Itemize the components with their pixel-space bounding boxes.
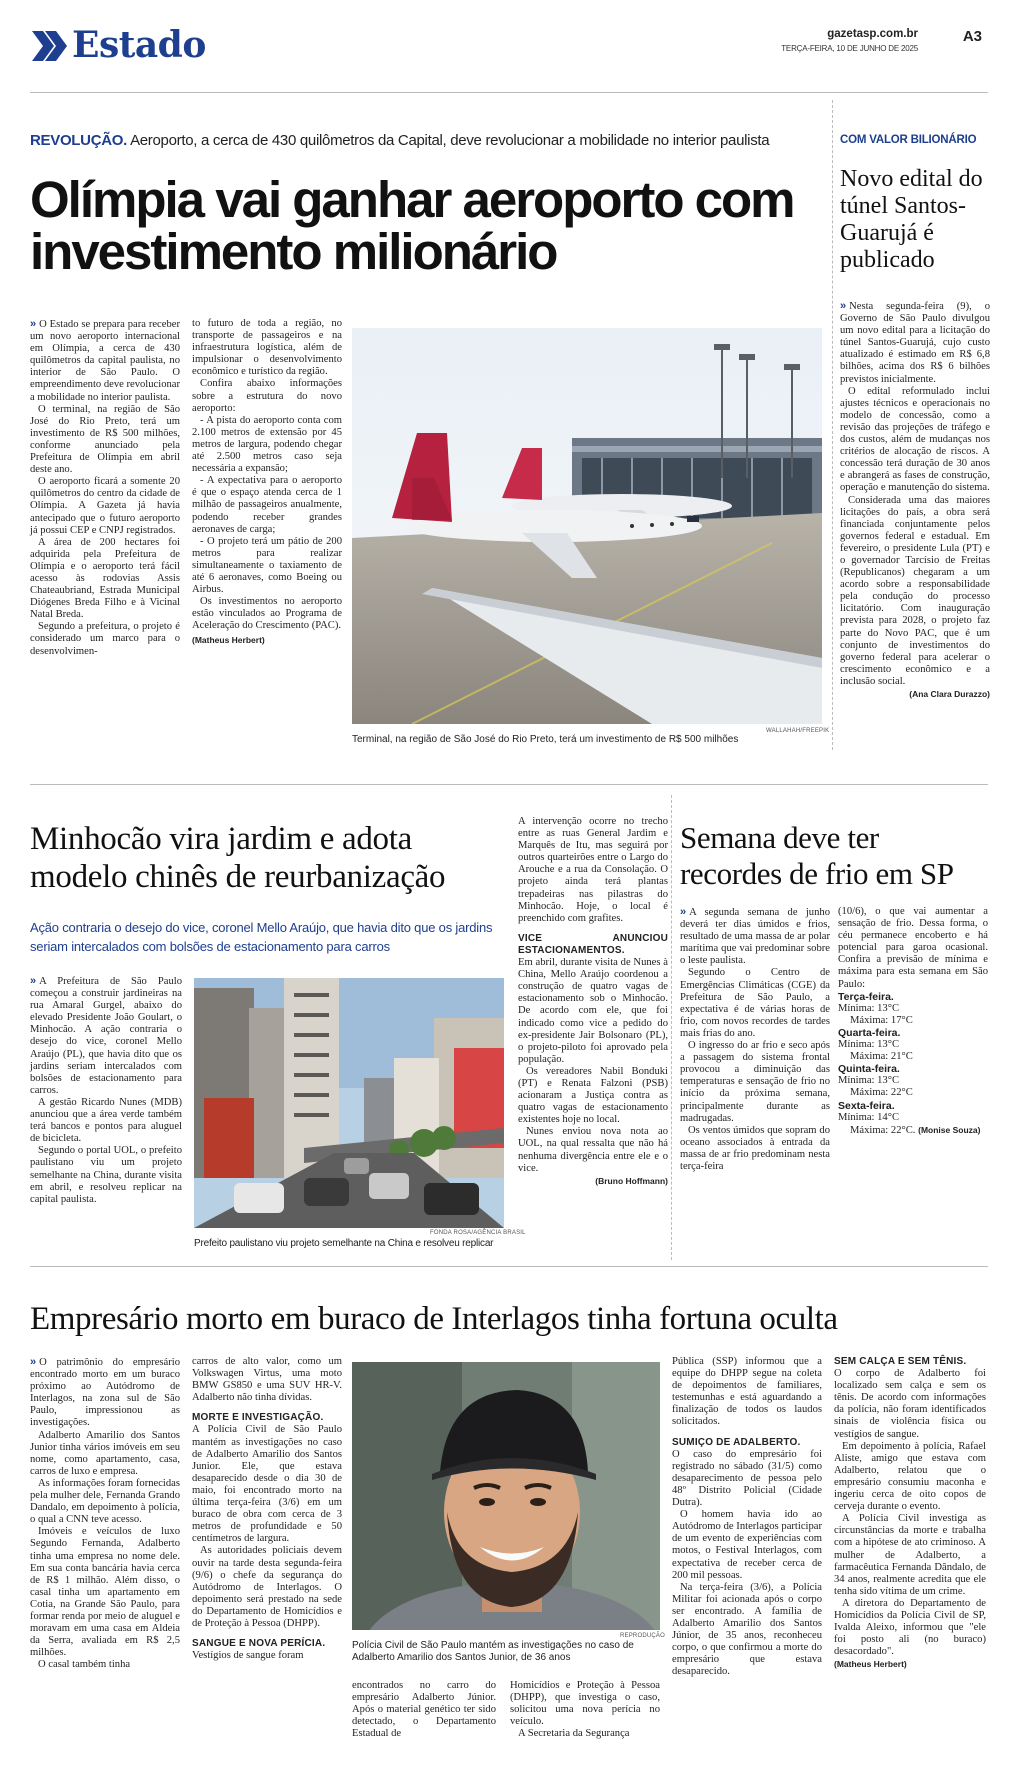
empresario-subhead: SANGUE E NOVA PERÍCIA. — [192, 1638, 326, 1650]
minhocao-column-3 — [518, 816, 668, 1188]
forecast-day: Sexta-feira. — [838, 1099, 895, 1112]
empresario-paragraph: Adalberto Amarilio dos Santos Junior tinha vários imóveis em seu nome, como apartamento, casa, carros de luxo e empresa. — [30, 1429, 180, 1477]
chevron-icon: » — [30, 1356, 37, 1368]
airport-photo-caption: Terminal, na região de São José do Rio Preto, terá um investimento de R$ 500 milhões — [352, 734, 739, 745]
lead-author: (Matheus Herbert) — [192, 635, 265, 646]
airport-photo-credit: WALLAHAH/FREEPIK — [766, 728, 830, 734]
section-header — [30, 24, 990, 68]
section-rule-2 — [30, 1266, 988, 1267]
forecast-day: Terça-feira. — [838, 990, 894, 1003]
lead-kicker — [30, 132, 830, 149]
sidebar-paragraph: » Nesta segunda-feira (9), o Governo de São Paulo divulgou um novo edital para a licitação do túnel Santos-Guarujá, cujo custo atualizado é estimado em R$ 6,8 bilhões, acima dos R$ 6 bilhões previstos inicialmente. — [840, 300, 990, 385]
empresario-subhead: SEM CALÇA E SEM TÊNIS. — [834, 1356, 967, 1367]
minhocao-subhead: VICE ANUNCIOU ESTACIONAMENTOS. — [518, 932, 668, 956]
empresario-paragraph: O casal também tinha — [38, 1659, 131, 1671]
empresario-paragraph: As informações foram fornecidas pela mulher dele, Fernanda Grando Dandalo, em depoimento à polícia, o qual a CNN teve acesso. — [30, 1477, 180, 1526]
empresario-subhead: SUMIÇO DE ADALBERTO. — [672, 1436, 801, 1448]
lead-paragraph: to futuro de toda a região, no transporte de passageiros e na infraestrutura logística, além de impulsionar o desenvolvimento econômico e turístico da região. — [192, 318, 342, 378]
lead-paragraph: A área de 200 hectares foi adquirida pela Prefeitura de Olímpia e o aeroporto terá fácil acesso às rodovias Assis Chateaubriand, Estrada Municipal Diógenes Breda Filho e à Vicinal Natal Breda. — [30, 536, 180, 621]
empresario-paragraph: Vestígios de sangue foram — [192, 1650, 304, 1662]
minhocao-paragraph: » A Prefeitura de São Paulo começou a construir jardineiras na rua Amaral Gurgel, abaixo do elevado Presidente João Goulart, o Minhocão. A ação contraria o desejo do vice, coronel Mello Araújo (PL), que havia dito que os jardins seriam intercalados com bolsões de estacionamento para carros. — [30, 975, 182, 1096]
minhocao-photo-credit: FONDA ROSA/AGÊNCIA BRASIL — [430, 1230, 526, 1236]
minhocao-paragraph: Segundo o portal UOL, o prefeito paulistano viu um projeto semelhante na China, durante visita em abril, e resolveu replicar na capital paulista. — [30, 1145, 182, 1205]
empresario-paragraph: A Polícia Civil de São Paulo mantém as investigações no caso de Adalberto Amarilio dos Santos Junior. Ele, que estava desaparecido desde o dia 30 de maio, foi encontrado morto na última terça-feira (3/6) em um buraco de obra com cerca de 3 metros de profundidade e 50 centímetros de largura. — [192, 1424, 342, 1545]
sidebar-headline: Novo edital do túnel Santos-Guarujá é publicado — [840, 166, 983, 273]
empresario-paragraph: O corpo de Adalberto foi localizado sem calça e sem os tênis. De acordo com informações da polícia, não foram identificados sinais de violência física ou vestígios de sangue. — [834, 1368, 986, 1440]
chevron-icon: » — [840, 300, 847, 312]
chevron-icon: » — [680, 906, 687, 918]
empresario-paragraph: Pública (SSP) informou que a equipe do DHPP segue na coleta de depoimentos de familiares, testemunhas e está aguardando a finalização de todos os laudos solicitados. — [672, 1356, 822, 1428]
minhocao-paragraph: Nunes enviou nova nota ao UOL, na qual ressalta que não há nenhuma divergência entre ele e o vice. — [518, 1126, 668, 1174]
chevron-icon: » — [30, 975, 37, 987]
empresario-paragraph: Imóveis e veículos de luxo Segundo Fernanda, Adalberto tinha uma empresa no nome dele. Em sua conta bancária havia cerca de R$ 1 milhão. Além disso, o casal tinha um apartamento em Cotia, na Grande São Paulo, para formar renda por meio de aluguel e moravam em uma casa em Aldeia da Serra, avaliada em R$ 2,5 milhões. — [30, 1526, 180, 1659]
header-rule — [30, 92, 988, 93]
frio-paragraph: » A segunda semana de junho deverá ter dias úmidos e frios, resultado de uma massa de ar polar marítima que vai predominar sobre o leste paulista. — [680, 906, 830, 967]
minhocao-paragraph: A intervenção ocorre no trecho entre as ruas General Jardim e Marquês de Itu, mas seguirá por outros quarteirões entre o Largo do Arouche e a rua da Consolação. O projeto ainda terá plantas trepadeiras nas pilastras do Minhocão. Hoje, o local é preenchido com grafites. — [518, 816, 668, 924]
lead-paragraph: Os investimentos no aeroporto estão vinculados ao Programa de Aceleração do Crescimento (PAC). — [192, 596, 342, 632]
minhocao-photo-caption: Prefeito paulistano viu projeto semelhante na China e resolveu replicar — [194, 1238, 494, 1249]
frio-author: (Monise Souza) — [918, 1124, 981, 1135]
frio-divider — [671, 795, 672, 1260]
frio-column-2 — [838, 906, 988, 1137]
lead-paragraph: O terminal, na região de São José do Rio Preto, terá um investimento de R$ 500 milhões, conforme anunciado pela Prefeitura de Olímpia em abril deste ano. — [30, 403, 180, 476]
sidebar-paragraph: O edital reformulado inclui ajustes técnicos e operacionais no modelo de concessão, como a revisão das projeções de tráfego e dos custos, além de mudanças nos critérios de alocação de riscos. A concessão terá duração de 30 anos e abrangerá as fases de construção, operação e manutenção do sistema. — [840, 385, 990, 494]
minhocao-illustration — [194, 978, 504, 1228]
empresario-paragraph: carros de alto valor, como um Volkswagen Virtus, uma moto BMW GS850 e uma SUV HR-V. Adalberto não tinha dívidas. — [192, 1356, 342, 1404]
lead-paragraph: - O projeto terá um pátio de 200 metros para realizar simultaneamente o taxiamento de até 6 aeronaves, como Boeing ou Airbus. — [192, 535, 342, 596]
empresario-paragraph: As autoridades policiais devem ouvir na tarde desta segunda-feira (9/6) o chefe da segurança do Autódromo de Interlagos. O depoimento será prestado na sede do Departamento de Homicídios e de Proteção à Pessoa (DHPP). — [192, 1545, 342, 1629]
empresario-column-2 — [192, 1356, 342, 1662]
frio-column-1 — [680, 906, 830, 1173]
minhocao-paragraph: Em abril, durante visita de Nunes à China, Mello Araújo coordenou a construção de quatro vagas de estacionamento sob o Minhocão. De acordo com ele, que foi indicado como vice a pedido do ex-presidente Jair Bolsonaro (PL), o projeto-piloto foi aprovado pela população. — [518, 957, 668, 1065]
lead-kicker-text: Aeroporto, a cerca de 430 quilômetros da Capital, deve revolucionar a mobilidade no interior paulista — [130, 132, 770, 149]
lead-paragraph: - A pista do aeroporto conta com 2.100 metros de extensão por 45 metros de largura, podendo chegar até 2.500 metros caso seja necessária a expansão; — [192, 414, 342, 475]
forecast-min: Mínima: 14°C — [838, 1111, 900, 1123]
forecast-min: Mínima: 13°C — [838, 1039, 900, 1051]
empresario-author: (Matheus Herbert) — [834, 1659, 907, 1670]
forecast-min: Mínima: 13°C — [838, 1075, 900, 1087]
empresario-paragraph: O homem havia ido ao Autódromo de Interlagos participar de um evento de experiências com motos, o Festival Interlagos, com expectativa de receber cerca de 200 mil pessoas. — [672, 1509, 822, 1581]
empresario-paragraph: » O patrimônio do empresário encontrado morto em um buraco próximo ao Autódromo de Interlagos, na zona sul de São Paulo, impressionou as investigações. — [30, 1356, 180, 1429]
forecast-max: Máxima: 22°C — [850, 1087, 913, 1099]
empresario-paragraph: A diretora do Departamento de Homicídios da Polícia Civil de SP, Ivalda Aleixo, informou que "ele foi posto ali (no buraco) desacordado". — [834, 1597, 986, 1658]
section-title: Estado — [72, 24, 206, 66]
lead-column-1 — [30, 318, 180, 658]
empresario-column-3 — [352, 1680, 496, 1740]
empresario-photo-credit: REPRODUÇÃO — [620, 1633, 666, 1639]
minhocao-column-1 — [30, 975, 182, 1206]
frio-paragraph: O ingresso do ar frio e seco após a passagem do sistema frontal provocou a diminuição das temperaturas e sensação de frio no início da próxima semana, principalmente durante as madrugadas. — [680, 1040, 830, 1124]
forecast-day: Quinta-feira. — [838, 1063, 900, 1076]
empresario-subhead: MORTE E INVESTIGAÇÃO. — [192, 1412, 324, 1424]
frio-paragraph: (10/6), o que vai aumentar a sensação de frio. Dessa forma, o céu permanece encoberto e há potencial para garoa ocasional. Confira a previsão de mínima e máxima para esta semana em São Paulo: — [838, 906, 988, 990]
empresario-column-5 — [672, 1356, 822, 1678]
empresario-column-4 — [510, 1680, 660, 1740]
forecast-min: Mínima: 13°C — [838, 1002, 900, 1014]
minhocao-headline: Minhocão vira jardim e adota modelo chinês de reurbanização — [30, 821, 446, 895]
minhocao-paragraph: Os vereadores Nabil Bonduki (PT) e Renata Falzoni (PSB) acionaram a Justiça contra as quatro vagas de estacionamento existentes hoje no local. — [518, 1065, 668, 1126]
empresario-photo-caption: Polícia Civil de São Paulo mantém as investigações no caso de Adalberto Amarilio dos Santos Junior, de 36 anos — [352, 1640, 634, 1663]
empresario-paragraph: Em depoimento à polícia, Rafael Aliste, amigo que estava com Adalberto, relatou que o empresário consumiu maconha e ingeriu cerca de oito copos de cerveja durante o evento. — [834, 1440, 986, 1513]
site-url: gazetasp.com.br — [827, 28, 918, 40]
sidebar-paragraph: Considerada uma das maiores licitações do país, a obra será financiada conjuntamente pelos governos federal e estadual. Em fevereiro, o presidente Lula (PT) e o governador Tarcísio de Freitas (Republicanos) chegaram a um acordo sobre a responsabilidade pela condução do processo licitatório. Com inauguração prevista para 2028, o projeto faz parte do Novo PAC, que é um conjunto de investimentos do governo federal para acelerar o crescimento econômico e a inclusão social. — [840, 494, 990, 687]
frio-headline: Semana deve ter recordes de frio em SP — [680, 820, 954, 891]
sidebar-kicker: COM VALOR BILIONÁRIO — [840, 134, 977, 146]
lead-kicker-label: REVOLUÇÃO. — [30, 132, 128, 149]
minhocao-author: (Bruno Hoffmann) — [595, 1175, 668, 1186]
lead-paragraph: - A expectativa para o aeroporto é que o espaço atenda cerca de 1 milhão de passageiros anualmente, podendo receber grandes aeronaves de carga; — [192, 475, 342, 535]
forecast-max: Máxima: 17°C — [850, 1014, 913, 1026]
empresario-column-1 — [30, 1356, 180, 1671]
lead-paragraph: Segundo a prefeitura, o projeto é considerado um marco para o desenvolvimen- — [30, 621, 180, 657]
minhocao-subtitle: Ação contraria o desejo do vice, coronel Mello Araújo, que havia dito que os jardins seriam intercalados com bolsões de estacionamento para carros — [30, 920, 493, 954]
frio-paragraph: Segundo o Centro de Emergências Climáticas (CGE) da Prefeitura de São Paulo, a expectativa é de várias horas de frio, com novos recordes de tardes mais frias do ano. — [680, 967, 830, 1039]
page-number: A3 — [962, 28, 982, 45]
double-chevron-icon — [32, 31, 68, 61]
empresario-paragraph: A Secretaria da Segurança — [518, 1728, 630, 1740]
section-rule-1 — [30, 784, 988, 785]
chevron-icon: » — [30, 318, 37, 330]
minhocao-paragraph: A gestão Ricardo Nunes (MDB) anunciou que a área verde também terá bancos e pontos para aluguel de bicicleta. — [30, 1096, 182, 1145]
portrait-illustration — [352, 1362, 660, 1630]
airport-photo — [352, 328, 822, 724]
forecast-max: Máxima: 22°C. (Monise Souza) — [850, 1124, 981, 1136]
forecast-max: Máxima: 21°C — [850, 1051, 913, 1063]
minhocao-photo — [194, 978, 504, 1228]
empresario-paragraph: Na terça-feira (3/6), a Polícia Militar foi acionada após o corpo ser encontrado. A família de Adalberto Amarilio dos Santos Júnior, de 35 anos, reconheceu corpo, o que confirmou a morte do empresário que estava desaparecido. — [672, 1581, 822, 1678]
lead-paragraph: Confira abaixo informações sobre a estrutura do novo aeroporto: — [192, 378, 342, 414]
lead-column-2 — [192, 318, 342, 648]
forecast-day: Quarta-feira. — [838, 1026, 901, 1039]
edition-date: TERÇA-FEIRA, 10 DE JUNHO DE 2025 — [781, 44, 918, 53]
empresario-paragraph: encontrados no carro do empresário Adalberto Júnior. Após o material genético ter sido detectado, o Departamento Estadual de — [352, 1680, 496, 1740]
empresario-headline: Empresário morto em buraco de Interlagos tinha fortuna oculta — [30, 1301, 838, 1337]
airport-illustration — [352, 328, 822, 724]
sidebar-divider — [832, 100, 833, 750]
empresario-paragraph: A Polícia Civil investiga as circunstâncias da morte e trabalha com a hipótese de ato criminoso. A mulher de Adalberto, a farmacêutica Fernanda Dândalo, de 34 anos, realmente acredita que ele tenha sido vítima de um crime. — [834, 1513, 986, 1597]
lead-headline: Olímpia vai ganhar aeroporto com investimento milionário — [30, 171, 794, 280]
frio-paragraph: Os ventos úmidos que sopram do oceano associados à entrada da massa de ar frio predominam nesta terça-feira — [680, 1124, 830, 1172]
sidebar-author: (Ana Clara Durazzo) — [909, 689, 990, 699]
empresario-photo — [352, 1362, 660, 1630]
empresario-paragraph: O caso do empresário foi registrado no sábado (31/5) como desaparecimento de pessoa pelo 48º Distrito Policial (Cidade Dutra). — [672, 1448, 822, 1509]
lead-paragraph: » O Estado se prepara para receber um novo aeroporto internacional em Olímpia, a cerca de 430 quilômetros da capital paulista, no interior de São Paulo. O empreendimento deve revolucionar a mobilidade no interior paulista. — [30, 318, 181, 403]
empresario-column-6 — [834, 1356, 986, 1671]
lead-paragraph: O aeroporto ficará a somente 20 quilômetros do centro da cidade de Olímpia. A Gazeta já havia antecipado que o futuro aeroporto já possui CEP e CNPJ registrados. — [30, 476, 180, 536]
sidebar-body — [840, 300, 990, 701]
empresario-paragraph: Homicídios e Proteção à Pessoa (DHPP), que investiga o caso, solicitou uma nova perícia no veículo. — [510, 1680, 660, 1728]
